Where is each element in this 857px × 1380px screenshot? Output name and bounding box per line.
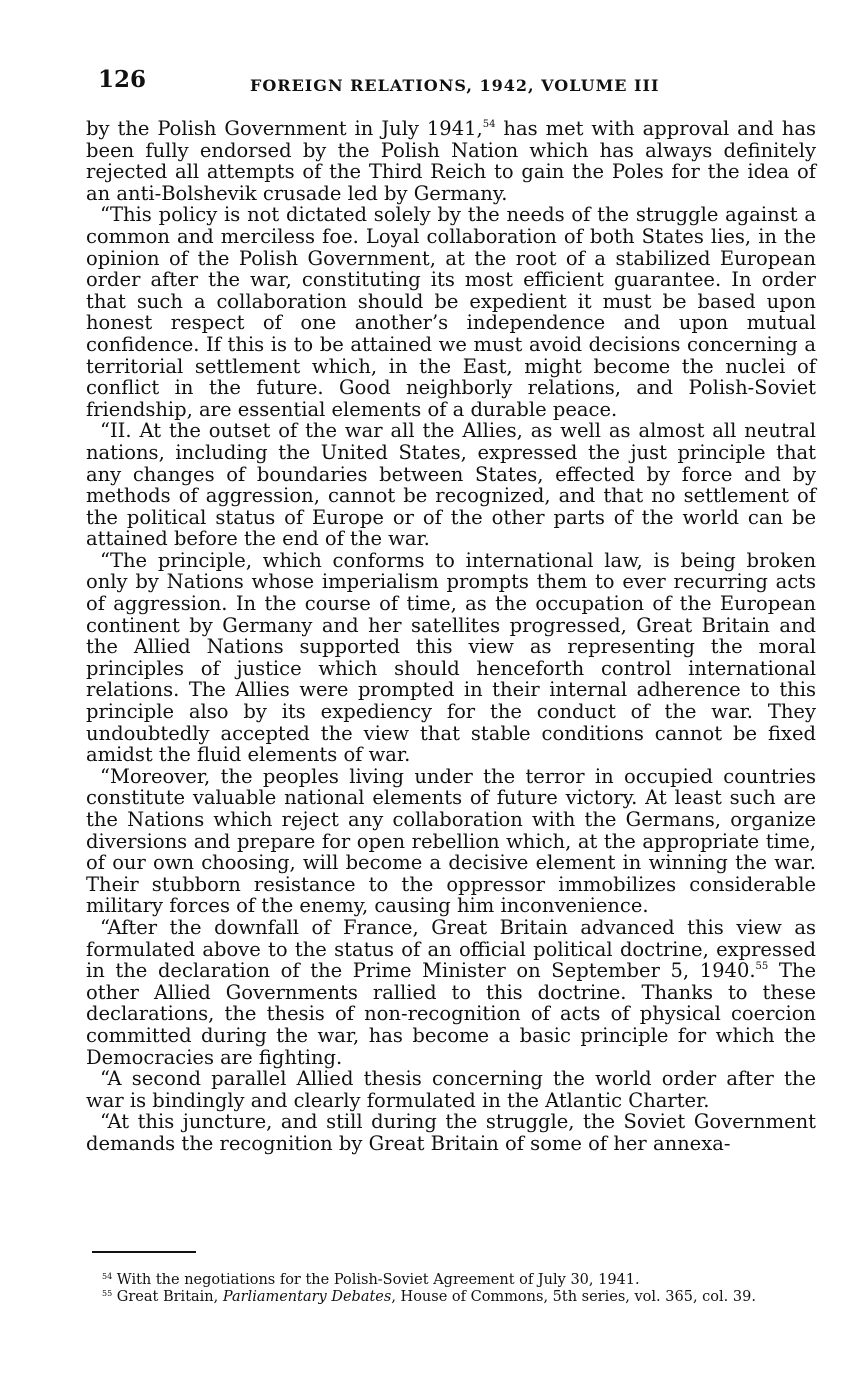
paragraph-7: “A second parallel Allied thesis concerning the world order after the war is bindingly and clearly formulated in the Atlantic Charter. — [86, 1067, 816, 1112]
paragraph-6-text-cont: The other Allied Governments rallied to this doctrine. Thanks to these declarations, the thesis of non-recognition of acts of physical coercion committed during the war, has become a basic principle for which the Democracies are fighting. — [86, 959, 816, 1069]
footnote-55-title: Parliamentary Debates — [222, 1289, 392, 1305]
footnote-divider — [92, 1251, 196, 1253]
footnote-54-mark: 54 — [102, 1272, 113, 1281]
paragraph-1-text: by the Polish Government in July 1941, — [86, 117, 483, 140]
paragraph-1-text-cont: has met with approval and has been fully endorsed by the Polish Nation which has always definitely rejected all attempts of the Third Reich to gain the Poles for the idea of an anti-Bolshevik crusade led by Germany. — [86, 117, 816, 205]
body-text — [86, 118, 816, 1155]
paragraph-8: “At this juncture, and still during the struggle, the Soviet Government demands the recognition by Great Britain of some of her annexa- — [86, 1110, 816, 1155]
paragraph-3: “II. At the outset of the war all the Allies, as well as almost all neutral nations, including the United States, expressed the just principle that any changes of boundaries between States, effected by force and by methods of aggression, cannot be recognized, and that no settlement of the political status of Europe or of the other parts of the world can be attained before the end of the war. — [86, 419, 816, 551]
footnote-55 — [92, 1289, 812, 1306]
footnote-ref-54[interactable]: 54 — [482, 119, 496, 130]
paragraph-4: “The principle, which conforms to international law, is being broken only by Nations whose imperialism prompts them to ever recurring acts of aggression. In the course of time, as the occupation of the European continent by Germany and her satellites progressed, Great Britain and the Allied Nations supported this view as representing the moral principles of justice which should henceforth control international relations. The Allies were prompted in their internal adherence to this principle also by its expediency for the conduct of the war. They undoubtedly accepted the view that stable conditions cannot be fixed amidst the fluid elements of war. — [86, 548, 816, 767]
paragraph-6 — [86, 917, 816, 1068]
paragraph-6-text: “After the downfall of France, Great Britain advanced this view as formulated above to the status of an official political doctrine, expressed in the declaration of the Prime Minister on September 5, 1940. — [86, 915, 816, 983]
footnote-55-pre: Great Britain, — [116, 1289, 223, 1305]
footnotes — [92, 1272, 812, 1306]
paragraph-5: “Moreover, the peoples living under the terror in occupied countries constitute valuable national elements of future victory. At least such are the Nations which reject any collaboration with the Germans, organize diversions and prepare for open rebellion which, at the appropriate time, of our own choosing, will become a decisive element in winning the war. Their stubborn resistance to the oppressor immobilizes considerable military forces of the enemy, causing him inconvenience. — [86, 764, 816, 918]
footnote-55-post: , House of Commons, 5th series, vol. 365, col. 39. — [391, 1289, 756, 1305]
footnote-ref-55[interactable]: 55 — [755, 961, 769, 973]
paragraph-1 — [86, 118, 816, 204]
footnote-55-mark: 55 — [102, 1289, 113, 1298]
running-title: FOREIGN RELATIONS, 1942, VOLUME III — [250, 76, 660, 95]
footnote-54-text: With the negotiations for the Polish-Soviet Agreement of July 30, 1941. — [116, 1272, 640, 1288]
page-number: 126 — [98, 66, 147, 93]
page-header — [98, 66, 818, 96]
footnote-54 — [92, 1272, 812, 1289]
paragraph-2: “This policy is not dictated solely by the needs of the struggle against a common and merciless foe. Loyal collaboration of both States lies, in the opinion of the Polish Government, at the root of a stabilized European order after the war, constituting its most efficient guarantee. In order that such a collaboration should be expedient it must be based upon honest respect of one another’s independence and upon mutual confidence. If this is to be attained we must avoid decisions concerning a territorial settlement which, in the East, might become the nuclei of conflict in the future. Good neighborly relations, and Polish-Soviet friendship, are essential elements of a durable peace. — [86, 203, 816, 421]
